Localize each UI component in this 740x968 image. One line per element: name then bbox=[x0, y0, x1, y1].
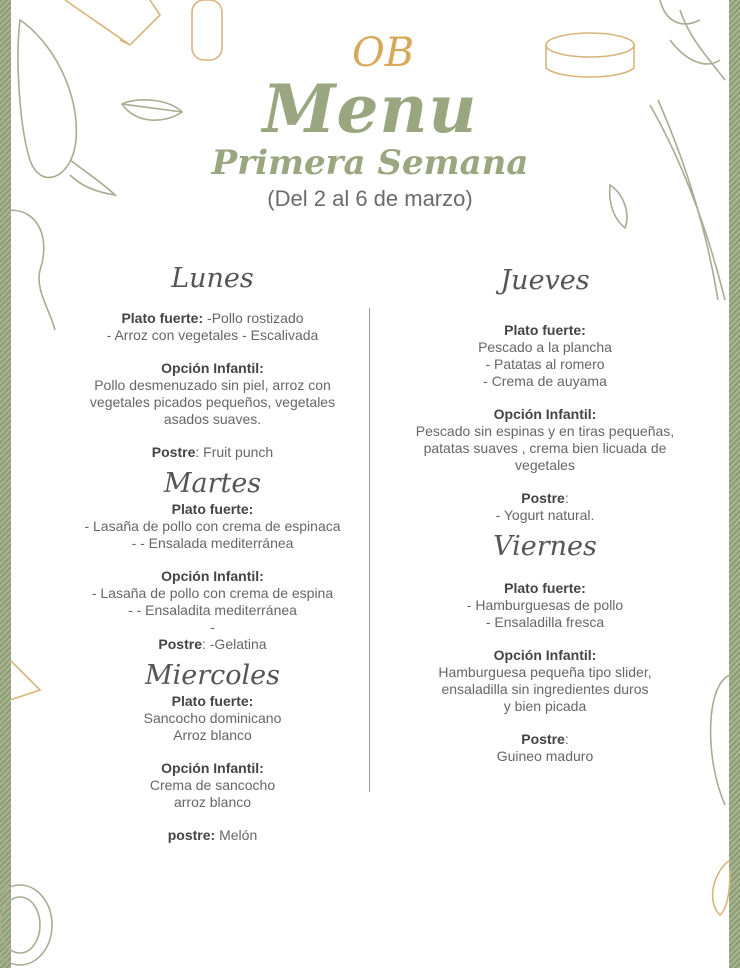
postre-line: Guineo maduro bbox=[496, 748, 594, 764]
postre-label: postre: bbox=[167, 827, 216, 843]
plato-label: Plato fuerte: bbox=[504, 322, 586, 338]
opcion-line: y bien picada bbox=[503, 698, 587, 714]
page-subtitle: Primera Semana bbox=[211, 143, 529, 183]
day-title: Jueves bbox=[500, 265, 590, 296]
right-column bbox=[400, 264, 690, 765]
plato-line: - Ensaladilla fresca bbox=[485, 614, 605, 630]
vegetable-illustration-bottom-right bbox=[690, 670, 730, 930]
day-title: Viernes bbox=[493, 531, 597, 562]
plato-line: - Hamburguesas de pollo bbox=[466, 597, 624, 613]
postre-value: Melón bbox=[215, 827, 258, 843]
opcion-line: Crema de sancocho bbox=[149, 777, 276, 793]
opcion-label: Opción Infantil: bbox=[161, 568, 264, 584]
postre bbox=[40, 444, 385, 461]
postre bbox=[400, 490, 690, 507]
postre-value: : Fruit punch bbox=[195, 444, 274, 460]
plato-label: Plato fuerte: bbox=[121, 310, 204, 326]
plato-value: -Pollo rostizado bbox=[203, 310, 304, 326]
opcion-line: vegetales picados pequeños, vegetales bbox=[89, 394, 336, 410]
postre-label: Postre bbox=[158, 636, 202, 652]
postre bbox=[400, 731, 690, 748]
opcion-line: vegetales bbox=[515, 457, 575, 473]
day-jueves bbox=[400, 264, 690, 524]
day-title: Lunes bbox=[171, 263, 254, 294]
postre-value: : -Gelatina bbox=[201, 636, 267, 652]
postre-value: : bbox=[564, 731, 569, 747]
opcion-label: Opción Infantil: bbox=[161, 360, 264, 376]
postre-value: : bbox=[564, 490, 569, 506]
plato-line: - Patatas al romero bbox=[485, 356, 605, 372]
logo-text: OB bbox=[352, 30, 415, 76]
plato-line: - Arroz con vegetales - Escalivada bbox=[106, 327, 319, 343]
postre-label: Postre bbox=[151, 444, 196, 460]
day-title: Miercoles bbox=[144, 660, 280, 691]
plato-label: Plato fuerte: bbox=[171, 693, 254, 709]
day-martes bbox=[40, 467, 385, 653]
opcion-line: - Lasaña de pollo con crema de espina bbox=[91, 585, 334, 601]
opcion-line: - bbox=[210, 619, 215, 635]
plato-line: Pescado a la plancha bbox=[478, 339, 612, 355]
postre-line: - Yogurt natural. bbox=[495, 507, 595, 523]
opcion-label: Opción Infantil: bbox=[161, 760, 264, 776]
opcion-line: Hamburguesa pequeña tipo slider, bbox=[438, 664, 652, 680]
day-miercoles bbox=[40, 659, 385, 844]
day-viernes bbox=[400, 530, 690, 765]
opcion-label: Opción Infantil: bbox=[493, 406, 597, 422]
opcion-line: patatas suaves , crema bien licuada de bbox=[423, 440, 667, 456]
plato-label: Plato fuerte: bbox=[504, 580, 586, 596]
opcion-line: - - Ensaladita mediterránea bbox=[128, 602, 297, 618]
day-title: Martes bbox=[163, 468, 262, 499]
opcion-line: Pescado sin espinas y en tiras pequeñas, bbox=[415, 423, 675, 439]
opcion-line: arroz blanco bbox=[173, 794, 252, 810]
postre bbox=[40, 827, 385, 844]
plato-line: - Crema de auyama bbox=[483, 373, 607, 389]
plato-line: Sancocho dominicano bbox=[143, 710, 282, 726]
opcion-line: asados suaves. bbox=[163, 411, 262, 427]
plato-fuerte bbox=[40, 310, 385, 327]
opcion-line: ensaladilla sin ingredientes duros bbox=[441, 681, 649, 697]
plato-line: - - Ensalada mediterránea bbox=[131, 535, 294, 551]
day-lunes bbox=[40, 262, 385, 461]
opcion-line: Pollo desmenuzado sin piel, arroz con bbox=[94, 377, 331, 393]
date-range: (Del 2 al 6 de marzo) bbox=[267, 186, 473, 211]
plato-line: - Lasaña de pollo con crema de espinaca bbox=[84, 518, 341, 534]
postre-label: Postre bbox=[521, 731, 565, 747]
left-column bbox=[40, 262, 385, 844]
opcion-label: Opción Infantil: bbox=[493, 647, 597, 663]
postre bbox=[40, 636, 385, 653]
plato-label: Plato fuerte: bbox=[171, 501, 254, 517]
page-title: Menu bbox=[262, 70, 478, 148]
logo bbox=[350, 26, 415, 76]
plato-line: Arroz blanco bbox=[173, 727, 252, 743]
postre-label: Postre bbox=[521, 490, 565, 506]
